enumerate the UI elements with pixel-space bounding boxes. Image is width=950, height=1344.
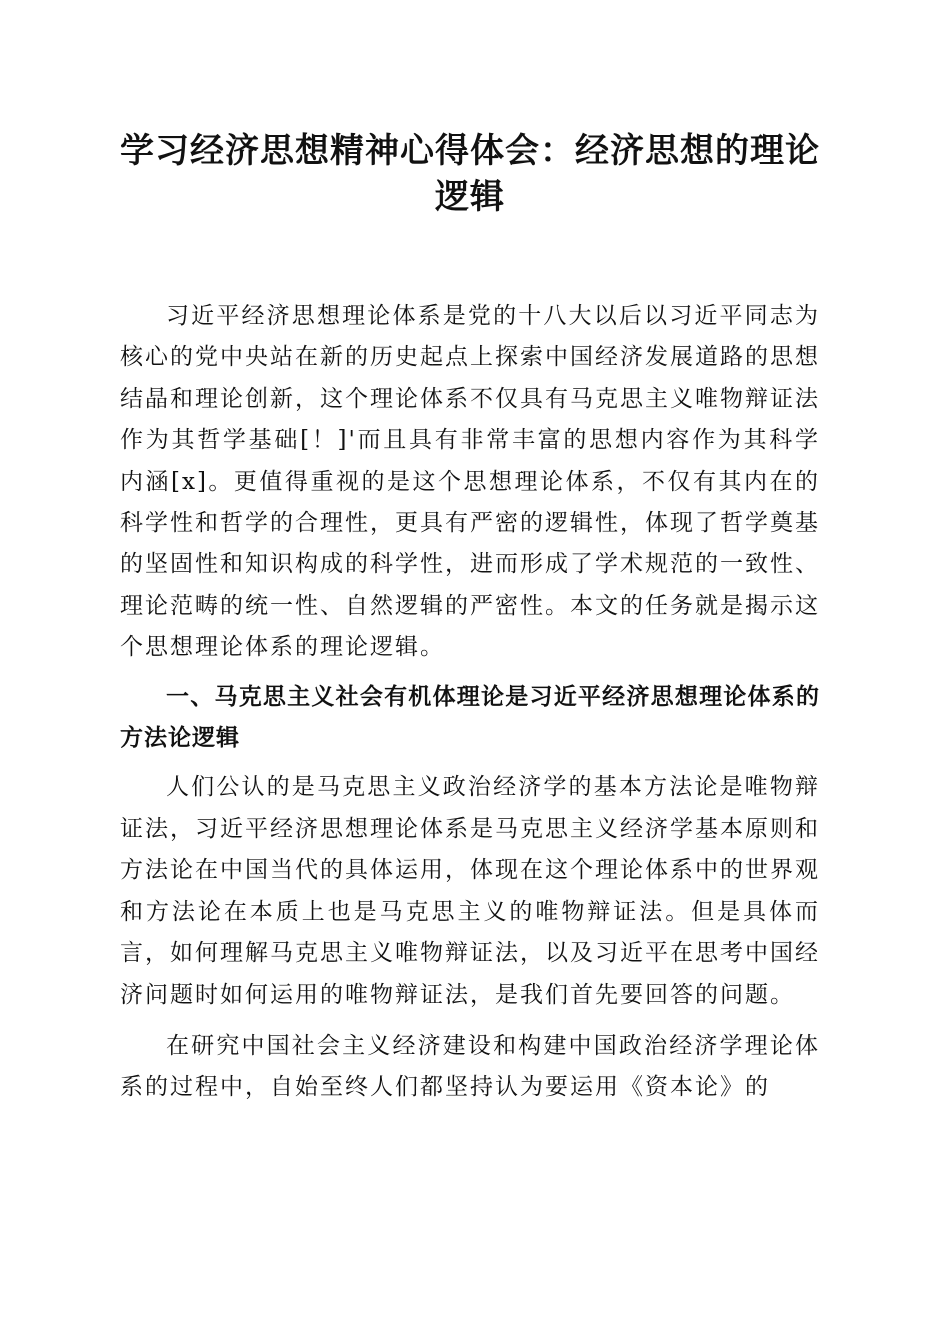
body-paragraph-1: 人们公认的是马克思主义政治经济学的基本方法论是唯物辩证法，习近平经济思想理论体系是马克思主义经济学基本原则和方法论在中国当代的具体运用，体现在这个理论体系中的世界观和方法论在本质上也是马克思主义的唯物辩证法。但是具体而言，如何理解马克思主义唯物辩证法，以及习近平在思考中国经济问题时如何运用的唯物辩证法，是我们首先要回答的问题。 xyxy=(120,774,820,1008)
document-title: 学习经济思想精神心得体会：经济思想的理论逻辑 xyxy=(120,131,820,217)
body-paragraph-2: 在研究中国社会主义经济建设和构建中国政治经济学理论体系的过程中，自始至终人们都坚持认为要运用《资本论》的 xyxy=(120,1032,820,1101)
intro-paragraph: 习近平经济思想理论体系是党的十八大以后以习近平同志为核心的党中央站在新的历史起点上探索中国经济发展道路的思想结晶和理论创新，这个理论体系不仅具有马克思主义唯物辩证法作为其哲学基础[！]'而且具有非常丰富的思想内容作为其科学内涵[x]。更值得重视的是这个思想理论体系，不仅有其内在的科学性和哲学的合理性，更具有严密的逻辑性，体现了哲学奠基的坚固性和知识构成的科学性，进而形成了学术规范的一致性、理论范畴的统一性、自然逻辑的严密性。本文的任务就是揭示这个思想理论体系的理论逻辑。 xyxy=(120,303,820,661)
document-page xyxy=(120,128,820,1109)
section-heading: 一、马克思主义社会有机体理论是习近平经济思想理论体系的方法论逻辑 xyxy=(120,683,820,752)
